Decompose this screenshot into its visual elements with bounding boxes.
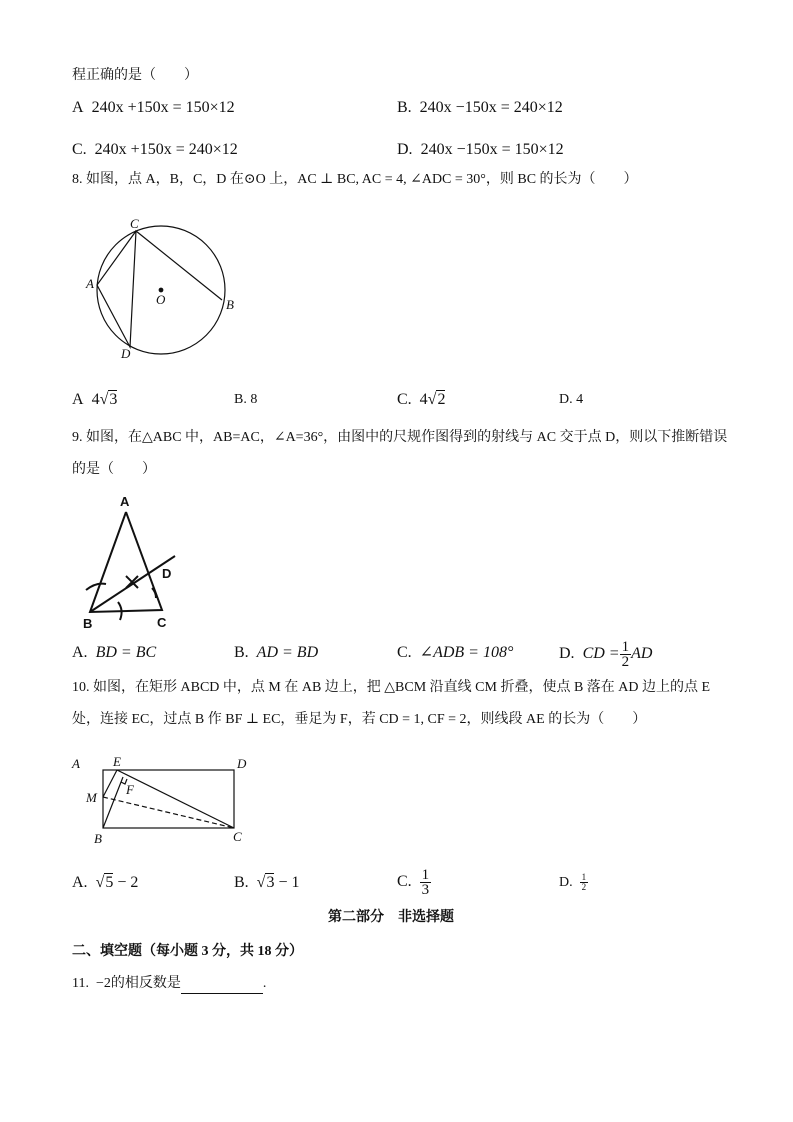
option-radicand: 3 xyxy=(109,391,118,408)
option-coef: 4 xyxy=(419,391,428,408)
q10-stem-line2: 处，连接 EC，过点 B 作 BF ⊥ EC，垂足为 F，若 CD = 1, CF = 2，则线段 AE 的长为（ ） xyxy=(72,712,647,727)
option-expr: − 1 xyxy=(278,874,300,891)
numerator: 1 xyxy=(581,872,587,883)
option-coef: 4 xyxy=(91,391,100,408)
q10-label-a: A xyxy=(72,756,80,771)
option-expr: CD = xyxy=(582,645,620,663)
option-expr: 4 xyxy=(576,392,584,407)
q8-label-o: O xyxy=(156,292,166,307)
option-label: D. xyxy=(559,645,575,663)
part-heading: 第二部分 非选择题 xyxy=(328,910,454,925)
option-expr: 8 xyxy=(250,392,258,407)
q9-option-a[interactable] xyxy=(72,643,156,663)
option-label: B. xyxy=(234,392,247,407)
q9-label-d: D xyxy=(162,566,172,581)
q10-label-m: M xyxy=(86,790,97,805)
option-expr: BD = BC xyxy=(95,644,157,661)
option-expr: 240x −150x = 240×12 xyxy=(419,99,563,116)
q9-option-c[interactable] xyxy=(397,643,513,663)
q8-circle-figure xyxy=(97,226,225,354)
q8-label-b: B xyxy=(226,297,234,312)
answer-blank[interactable] xyxy=(181,979,263,994)
q11-stem xyxy=(72,974,266,994)
q8-option-c[interactable]: C. 4√2 xyxy=(397,391,446,408)
q9-stem-line2: 的是（ ） xyxy=(72,462,156,477)
q8-stem: 8. 如图，点 A，B，C，D 在⊙O 上，AC ⊥ BC, AC = 4, ∠ADC = 30°，则 BC 的长为（ ） xyxy=(72,172,638,187)
q10-stem-line1: 10. 如图，在矩形 ABCD 中，点 M 在 AB 边上，把 △BCM 沿直线 CM 折叠，使点 B 落在 AD 边上的点 E xyxy=(72,680,711,695)
option-expr: 240x −150x = 150×12 xyxy=(420,141,564,158)
option-label: C. xyxy=(397,391,412,408)
q9-label-b: B xyxy=(83,616,93,631)
numerator: 1 xyxy=(621,639,630,655)
q10-option-d[interactable] xyxy=(559,873,588,893)
q10-rectangle-figure xyxy=(103,770,234,828)
option-label: C. xyxy=(72,141,87,158)
q8-label-d: D xyxy=(121,346,131,361)
denominator: 2 xyxy=(621,654,630,670)
q9-label-c: C xyxy=(157,615,167,630)
q11-text: 的相反数是 xyxy=(110,976,181,991)
option-label: B. xyxy=(397,99,412,116)
q7-stem-tail: 程正确的是（ ） xyxy=(72,68,198,83)
option-expr: AD = BD xyxy=(256,644,319,661)
numerator: 1 xyxy=(421,867,430,883)
option-label: A. xyxy=(72,644,88,661)
section-heading: 二、填空题（每小题 3 分，共 18 分） xyxy=(72,944,303,959)
option-label: B. xyxy=(234,874,249,891)
q8-option-d[interactable] xyxy=(559,390,583,410)
fraction xyxy=(580,873,589,892)
q10-option-b[interactable]: B. √3 − 1 xyxy=(234,874,300,891)
q10-option-c[interactable] xyxy=(397,868,431,897)
option-expr: 240x +150x = 240×12 xyxy=(94,141,238,158)
q8-option-b[interactable] xyxy=(234,390,257,410)
q11-expr: −2 xyxy=(95,976,111,991)
q11-end: . xyxy=(262,976,267,991)
option-radicand: 3 xyxy=(266,874,275,891)
option-label: D. xyxy=(559,875,573,890)
denominator: 3 xyxy=(421,882,430,898)
q10-option-a[interactable]: A. √5 − 2 xyxy=(72,874,139,891)
q9-option-b[interactable] xyxy=(234,643,318,663)
q9-option-d[interactable] xyxy=(559,640,652,669)
q8-option-a[interactable]: A 4√3 xyxy=(72,391,118,408)
q10-label-b: B xyxy=(94,831,102,846)
option-radicand: 2 xyxy=(437,391,446,408)
option-label: C. xyxy=(397,644,412,661)
fraction xyxy=(620,640,632,669)
q8-label-c: C xyxy=(130,216,139,231)
option-expr: ∠ADB = 108° xyxy=(419,644,514,661)
option-expr: 240x +150x = 150×12 xyxy=(91,99,235,116)
q8-label-a: A xyxy=(86,276,94,291)
q11-number: 11. xyxy=(72,976,89,991)
option-label: D. xyxy=(397,141,413,158)
option-label: A. xyxy=(72,874,88,891)
option-label: B. xyxy=(234,644,249,661)
option-label: D. xyxy=(559,392,573,407)
option-label: A xyxy=(72,99,84,116)
fraction xyxy=(420,868,432,897)
option-radicand: 5 xyxy=(105,874,114,891)
q10-label-d: D xyxy=(237,756,247,771)
q9-label-a: A xyxy=(120,494,130,509)
option-expr: − 2 xyxy=(117,874,139,891)
option-expr: AD xyxy=(631,645,653,663)
q9-stem-line1: 9. 如图，在△ABC 中，AB=AC，∠A=36°，由图中的尺规作图得到的射线与 AC 交于点 D，则以下推断错误 xyxy=(72,430,728,445)
denominator: 2 xyxy=(581,882,587,893)
option-label: A xyxy=(72,391,84,408)
q10-label-e: E xyxy=(113,754,121,769)
q10-label-c: C xyxy=(233,829,242,844)
q10-label-f: F xyxy=(126,782,134,797)
option-label: C. xyxy=(397,873,412,891)
